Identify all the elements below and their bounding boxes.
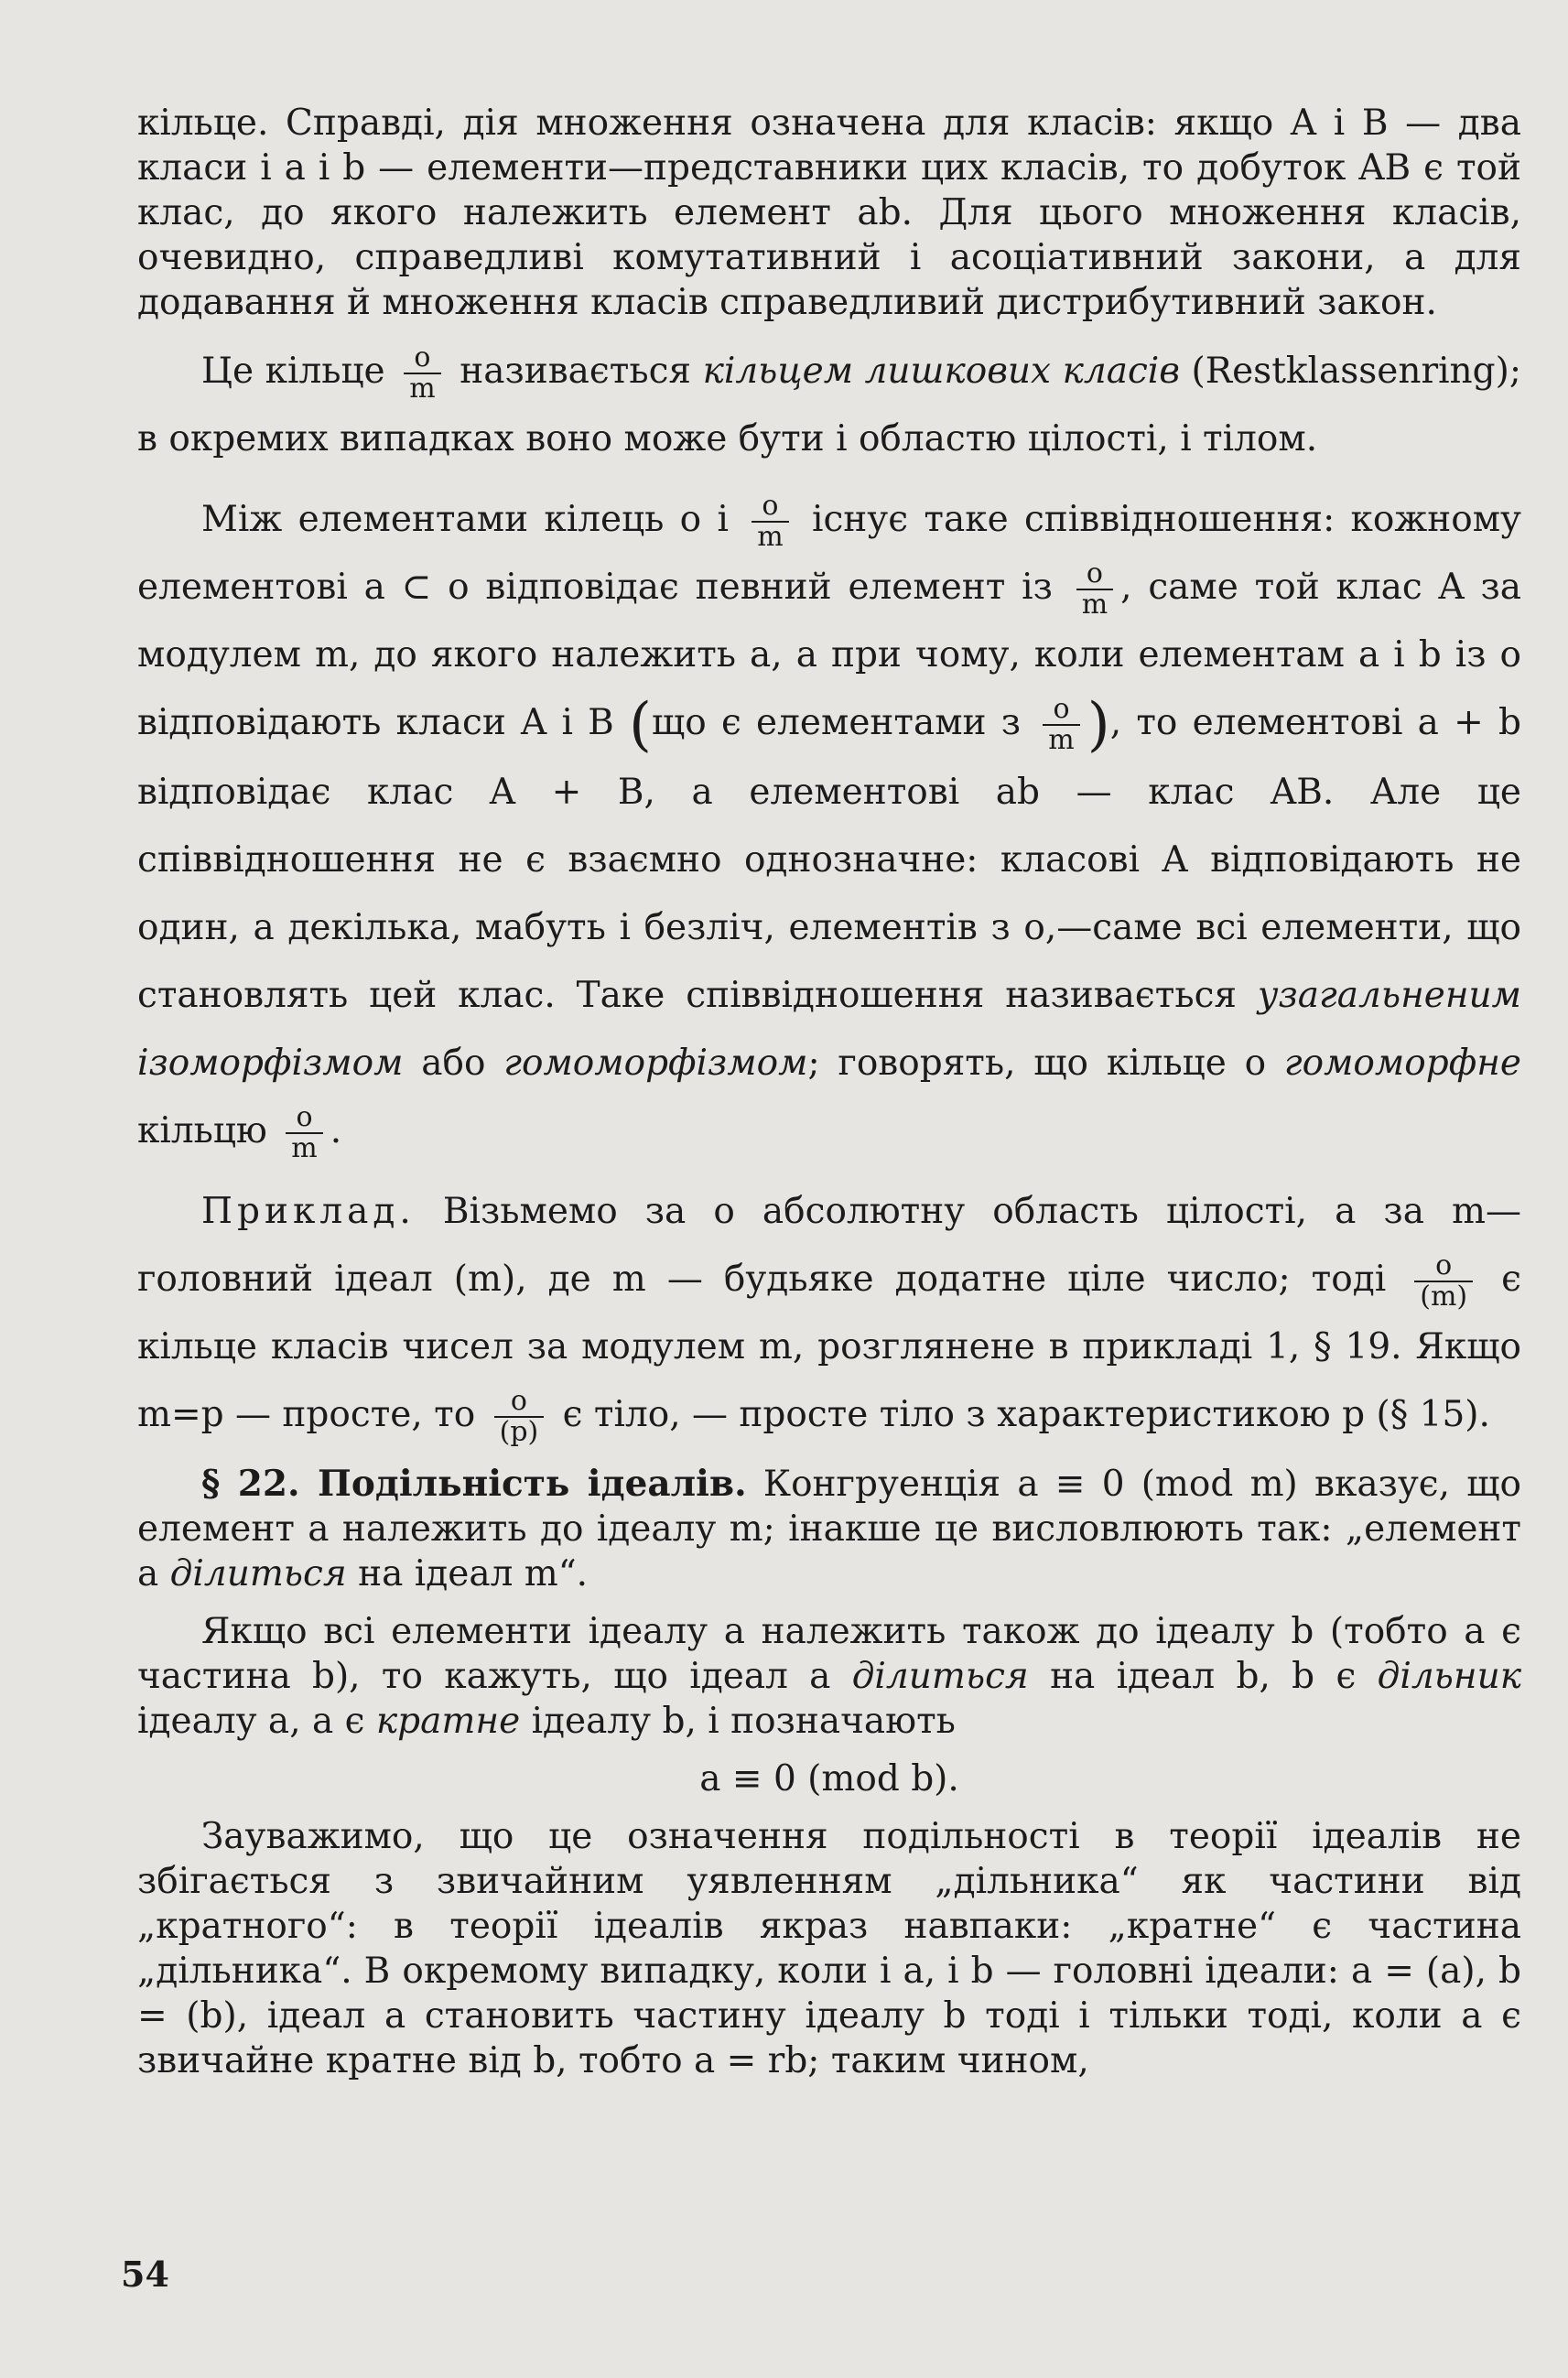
left-paren: ( — [629, 691, 653, 759]
term-homomorphism: гомоморфізмом — [503, 1043, 808, 1084]
text-run: Якщо всі елементи ідеалу a належить також до ідеалу b (тобто a є частина b), то кажуть, що ідеал a — [137, 1611, 1521, 1697]
page-number: 54 — [121, 2254, 169, 2295]
term-generalized-isomorphism: узагальненим ізоморфізмом — [137, 975, 1521, 1084]
text-run: є тіло, — просте тіло з характеристикою p (§ 15). — [562, 1394, 1490, 1435]
term-multiple: кратне — [375, 1701, 521, 1742]
display-formula: a ≡ 0 (mod b). — [699, 1758, 959, 1800]
text-run: , саме той клас A за модулем m, до якого належить a, а при чому, коли елементам a і b із о відповідають класи A і B — [137, 567, 1521, 743]
text-run: ; говорять, що кільце о — [807, 1043, 1267, 1084]
example-heading: Приклад. — [201, 1191, 416, 1232]
fraction-o-over-m: $\frac{o}{m}$ — [752, 492, 788, 552]
text-run: Візьмемо за о абсолютну область цілості, а за m—головний ідеал (m), де m — будьяке додатне ціле число; тоді — [137, 1191, 1521, 1300]
paragraph-remark: Зауважимо, що це означення подільності в теорії ідеалів не збігається з звичайним уявленням „дільника“ як частини від „кратного“: в теорії ідеалів якраз навпаки: „кратне“ є частина „дільника“. В окремому випадку, коли і a, і b — головні ідеали: a = (a), b = (b), ідеал a становить частину ідеалу b тоді і тільки тоді, коли a є звичайне кратне від b, тобто a = rb; таким чином, — [137, 1816, 1521, 2081]
term-divides: ділиться — [851, 1656, 1029, 1697]
paragraph-section-22 — [137, 1462, 1521, 1596]
term-divides: ділиться — [169, 1553, 347, 1594]
text-run: , то елементові a + b відповідає клас A + B, а елементові ab — клас AB. Але це співвідношення не є взаємно однозначне: класові A відповідають не один, а декілька, мабуть і безліч, елементів з о,—саме всі елементи, що становлять цей клас. Таке співвідношення називається — [137, 702, 1521, 1016]
right-paren: ) — [1087, 691, 1110, 759]
text-run: або — [421, 1043, 486, 1084]
fraction-o-over-mm: $\frac{o}{(m)}$ — [1414, 1251, 1473, 1312]
term-homomorphic: гомоморфне — [1283, 1043, 1521, 1084]
text-run: кільцю — [137, 1110, 267, 1151]
fraction-o-over-p: $\frac{o}{(p)}$ — [494, 1387, 545, 1447]
text-run: на ідеал b, b є — [1050, 1656, 1357, 1697]
paragraph-example — [137, 1178, 1521, 1449]
text-run: є кільце класів чисел за модулем m, розглянене в прикладі 1, § 19. Якщо m=p — просте, то — [137, 1259, 1522, 1435]
text-run: (Restklassenring); в окремих випадках воно може бути і областю цілості, і тілом. — [137, 351, 1521, 459]
paragraph-divisibility — [137, 1609, 1521, 1744]
text-run: Конгруенція a ≡ 0 (mod m) вказує, що елемент a належить до ідеалу m; інакше це висловлюють так: „елемент a — [137, 1464, 1521, 1594]
text-run: ідеалу a, a є — [137, 1701, 365, 1742]
fraction-o-over-m: $\frac{o}{m}$ — [404, 343, 440, 404]
text-run: Це кільце — [201, 351, 385, 392]
text-run: існує таке співвідношення: кожному елементові a ⊂ о відповідає певний елемент із — [137, 499, 1521, 608]
text-run: Між елементами кілець о і — [201, 499, 729, 540]
text-run: на ідеал m“. — [358, 1553, 589, 1594]
term-divisor: дільник — [1377, 1656, 1521, 1697]
fraction-o-over-m: $\frac{o}{m}$ — [286, 1103, 322, 1163]
page-text — [137, 101, 1521, 2083]
paragraph-residue-ring — [137, 338, 1521, 473]
text-run: що є елементами з — [652, 702, 1022, 743]
fraction-o-over-m: $\frac{o}{m}$ — [1076, 559, 1113, 620]
term-residue-class-ring: кільцем лишкових класів — [702, 351, 1180, 392]
paragraph-ring-definition: кільце. Справді, дія множення означена для класів: якщо A і B — два класи і a і b — елементи—представники цих класів, то добуток AB є той клас, до якого належить елемент ab. Для цього множення класів, очевидно, справедливі комутативний і асоціативний закони, а для додавання й множення класів справедливий дистрибутивний закон. — [137, 103, 1521, 323]
paragraph-homomorphism: Між елементами кілець о і $\frac{o}{m}$ існує таке співвідношення: кожному елементові a ⊂ о відповідає певний елемент із $\frac{o}{m}$ , саме той клас A за модулем m, до якого належить a, а при чому, коли елементам a і b із о відповідають класи A і B (що є елементами з $\frac{o}{m}$ ), то елементові a + b відповідає клас A + B, а елементові ab — клас AB. Але це співвідношення не є взаємно однозначне: класові A відповідають не один, а декілька, мабуть і безліч, елементів з о,—саме всі елементи, що становлять цей клас. Таке співвідношення називається узагальненим ізоморфізмом або гомоморфізмом; говорять, що кільце о гомоморфне кільцю $\frac{o}{m}$ . — [137, 490, 1521, 1164]
fraction-o-over-m: $\frac{o}{m}$ — [1043, 695, 1079, 755]
section-heading: § 22. Подільність ідеалів. — [201, 1463, 747, 1505]
text-run: називається — [460, 351, 692, 392]
text-run: ідеалу b, і позначають — [531, 1701, 956, 1742]
